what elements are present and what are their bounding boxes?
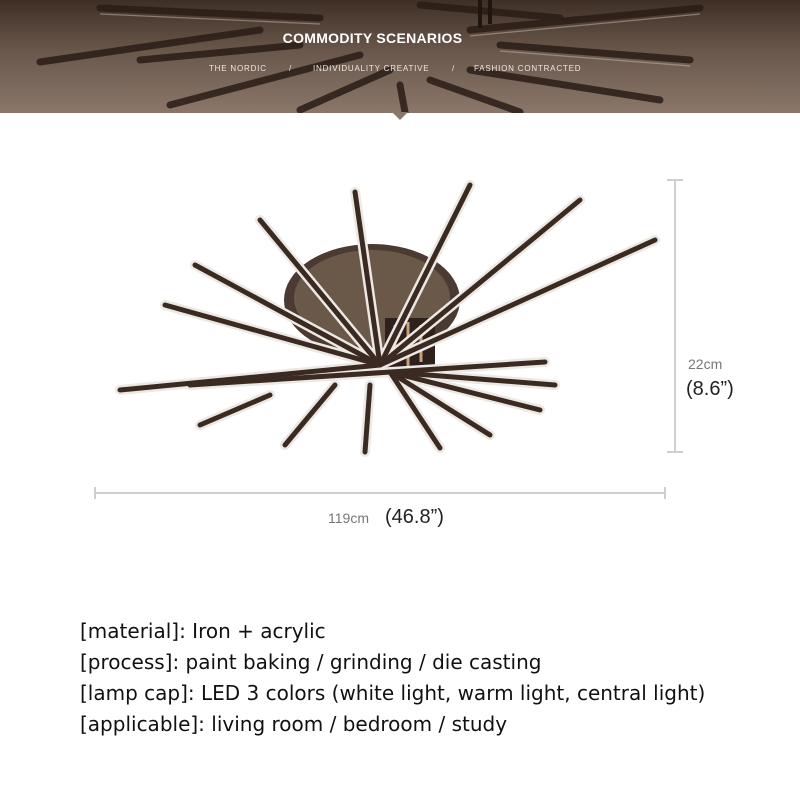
banner-subtitle-creative: INDIVIDUALITY CREATIVE	[313, 64, 430, 73]
height-dimension-line	[667, 180, 683, 452]
width-dimension-line	[95, 487, 665, 499]
spec-list	[80, 616, 705, 740]
spec-applicable: [applicable]: living room / bedroom / study	[80, 712, 508, 736]
banner-subtitle-separator: /	[289, 64, 293, 73]
banner-subtitle-separator: /	[452, 64, 456, 73]
banner-subtitle-nordic: THE NORDIC	[209, 64, 267, 73]
spec-lamp-cap: [lamp cap]: LED 3 colors (white light, warm light, central light)	[80, 681, 706, 705]
width-cm-label: 119cm	[328, 510, 369, 526]
banner-subtitle-contracted: FASHION CONTRACTED	[474, 64, 582, 73]
height-cm-label: 22cm	[688, 356, 723, 372]
banner-title: COMMODITY SCENARIOS	[282, 30, 463, 46]
width-inch-label: (46.8”)	[385, 506, 444, 528]
spec-material: [material]: Iron + acrylic	[80, 619, 326, 643]
spec-process: [process]: paint baking / grinding / die casting	[80, 650, 542, 674]
height-inch-label: (8.6”)	[686, 378, 734, 400]
